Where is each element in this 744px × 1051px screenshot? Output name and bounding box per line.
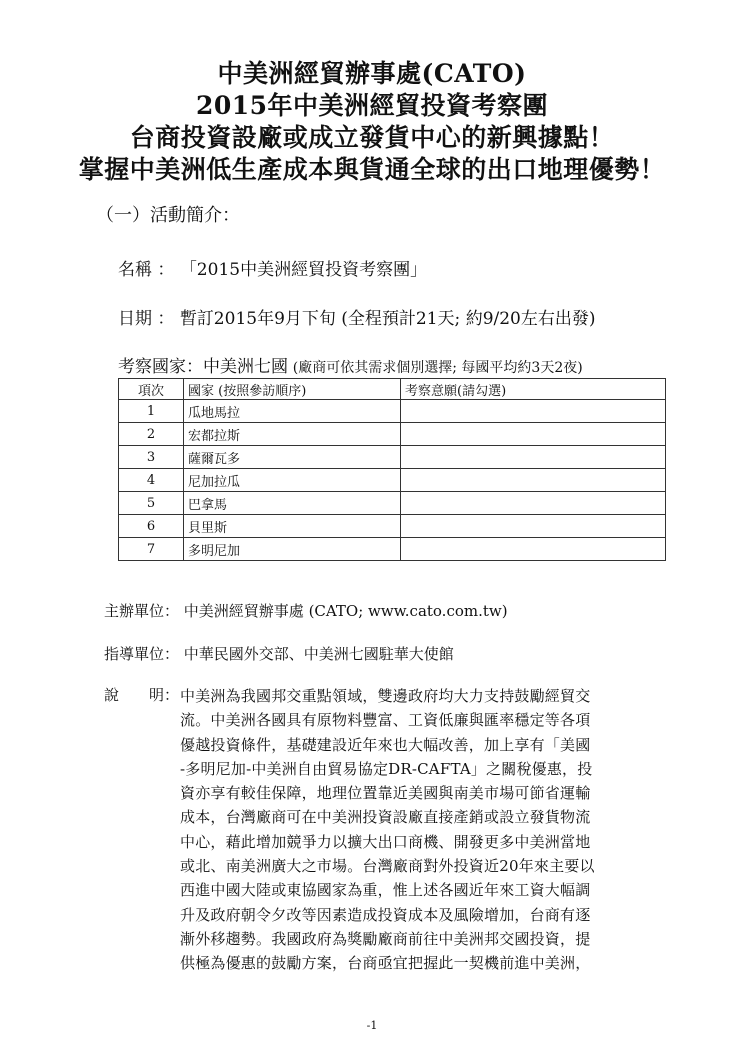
- row-number: 4: [119, 469, 184, 492]
- table-row: [119, 492, 666, 515]
- explanation-line: 流。中美洲各國具有原物料豐富、工資低廉與匯率穩定等各項: [180, 711, 591, 730]
- row-intent-checkbox[interactable]: [401, 538, 666, 561]
- explanation-line: 或北、南美洲廣大之市場。台灣廠商對外投資近20年來主要以: [180, 857, 595, 876]
- row-country: 貝里斯: [184, 515, 401, 538]
- event-name-value: 「2015中美洲經貿投資考察團」: [179, 260, 428, 280]
- row-country: 薩爾瓦多: [184, 446, 401, 469]
- row-intent-checkbox[interactable]: [401, 446, 666, 469]
- row-country: 瓜地馬拉: [184, 400, 401, 423]
- explanation-label: 說 明：: [104, 686, 180, 704]
- row-number: 5: [119, 492, 184, 515]
- document-title: [0, 58, 744, 186]
- row-number: 3: [119, 446, 184, 469]
- host-value: 中美洲經貿辦事處 (CATO; www.cato.com.tw): [183, 602, 508, 620]
- row-intent-checkbox[interactable]: [401, 492, 666, 515]
- header-country: 國家 (按照參訪順序): [184, 379, 401, 400]
- row-number: 2: [119, 423, 184, 446]
- explanation-line: -多明尼加-中美洲自由貿易協定DR-CAFTA」之關稅優惠，投: [180, 759, 593, 778]
- title-line-3: 台商投資設廠或成立發貨中心的新興據點！: [129, 123, 615, 152]
- event-date-label: 日期 ：: [118, 309, 175, 329]
- event-name-row: [118, 258, 427, 282]
- explanation-line: 中心，藉此增加競爭力以擴大出口商機、開發更多中美洲當地: [180, 832, 591, 851]
- guide-label: 指導單位：: [104, 645, 180, 663]
- event-date-value: 暫訂2015年9月下旬 (全程預計21天; 約9/20左右出發): [179, 309, 596, 329]
- row-intent-checkbox[interactable]: [401, 400, 666, 423]
- event-date-row: [118, 307, 596, 331]
- page-number: -1: [366, 1019, 378, 1032]
- explanation-line: 優越投資條件，基礎建設近年來也大幅改善，加上享有「美國: [180, 735, 591, 754]
- countries-table: [118, 378, 666, 561]
- row-country: 尼加拉瓜: [184, 469, 401, 492]
- explanation-line: 漸外移趨勢。我國政府為獎勵廠商前往中美洲邦交國投資，提: [180, 929, 591, 948]
- table-row: [119, 423, 666, 446]
- table-row: [119, 469, 666, 492]
- explanation-line: 中美洲為我國邦交重點領域，雙邊政府均大力支持鼓勵經貿交: [180, 687, 591, 705]
- row-country: 宏都拉斯: [184, 423, 401, 446]
- row-country: 多明尼加: [184, 538, 401, 561]
- table-header-row: [119, 379, 666, 400]
- explanation-body: [180, 684, 700, 976]
- row-intent-checkbox[interactable]: [401, 515, 666, 538]
- guide-value: 中華民國外交部、中美洲七國駐華大使館: [183, 645, 454, 663]
- title-line-1: 中美洲經貿辦事處(CATO): [217, 59, 527, 88]
- table-row: [119, 400, 666, 423]
- countries-label: 考察國家：: [118, 357, 203, 377]
- row-intent-checkbox[interactable]: [401, 469, 666, 492]
- title-line-4: 掌握中美洲低生產成本與貨通全球的出口地理優勢！: [78, 155, 666, 184]
- event-name-label: 名稱 ：: [118, 260, 175, 280]
- title-line-2: 2015年中美洲經貿投資考察團: [195, 91, 549, 120]
- countries-note: (廠商可依其需求個別選擇; 每國平均約3天2夜): [292, 360, 583, 376]
- header-item-number: 項次: [119, 379, 184, 400]
- countries-value: 中美洲七國: [203, 357, 288, 377]
- host-label: 主辦單位：: [104, 602, 180, 620]
- row-country: 巴拿馬: [184, 492, 401, 515]
- header-intent: 考察意願(請勾選): [401, 379, 666, 400]
- section-heading: （一）活動簡介：: [96, 205, 240, 226]
- table-row: [119, 538, 666, 561]
- host-row: [104, 600, 508, 622]
- row-number: 1: [119, 400, 184, 423]
- row-intent-checkbox[interactable]: [401, 423, 666, 446]
- explanation-line: 西進中國大陸或東協國家為重，惟上述各國近年來工資大幅調: [180, 881, 591, 900]
- countries-row: [118, 355, 583, 380]
- explanation-line: 供極為優惠的鼓勵方案，台商亟宜把握此一契機前進中美洲，: [180, 954, 591, 973]
- explanation-line: 成本，台灣廠商可在中美洲投資設廠直接產銷或設立發貨物流: [180, 808, 591, 827]
- table-row: [119, 515, 666, 538]
- explanation-line: 資亦享有較佳保障，地理位置靠近美國與南美市場可節省運輸: [180, 784, 591, 803]
- table-row: [119, 446, 666, 469]
- guide-row: [104, 643, 454, 665]
- row-number: 7: [119, 538, 184, 561]
- explanation-line: 升及政府朝令夕改等因素造成投資成本及風險增加，台商有逐: [180, 905, 591, 924]
- row-number: 6: [119, 515, 184, 538]
